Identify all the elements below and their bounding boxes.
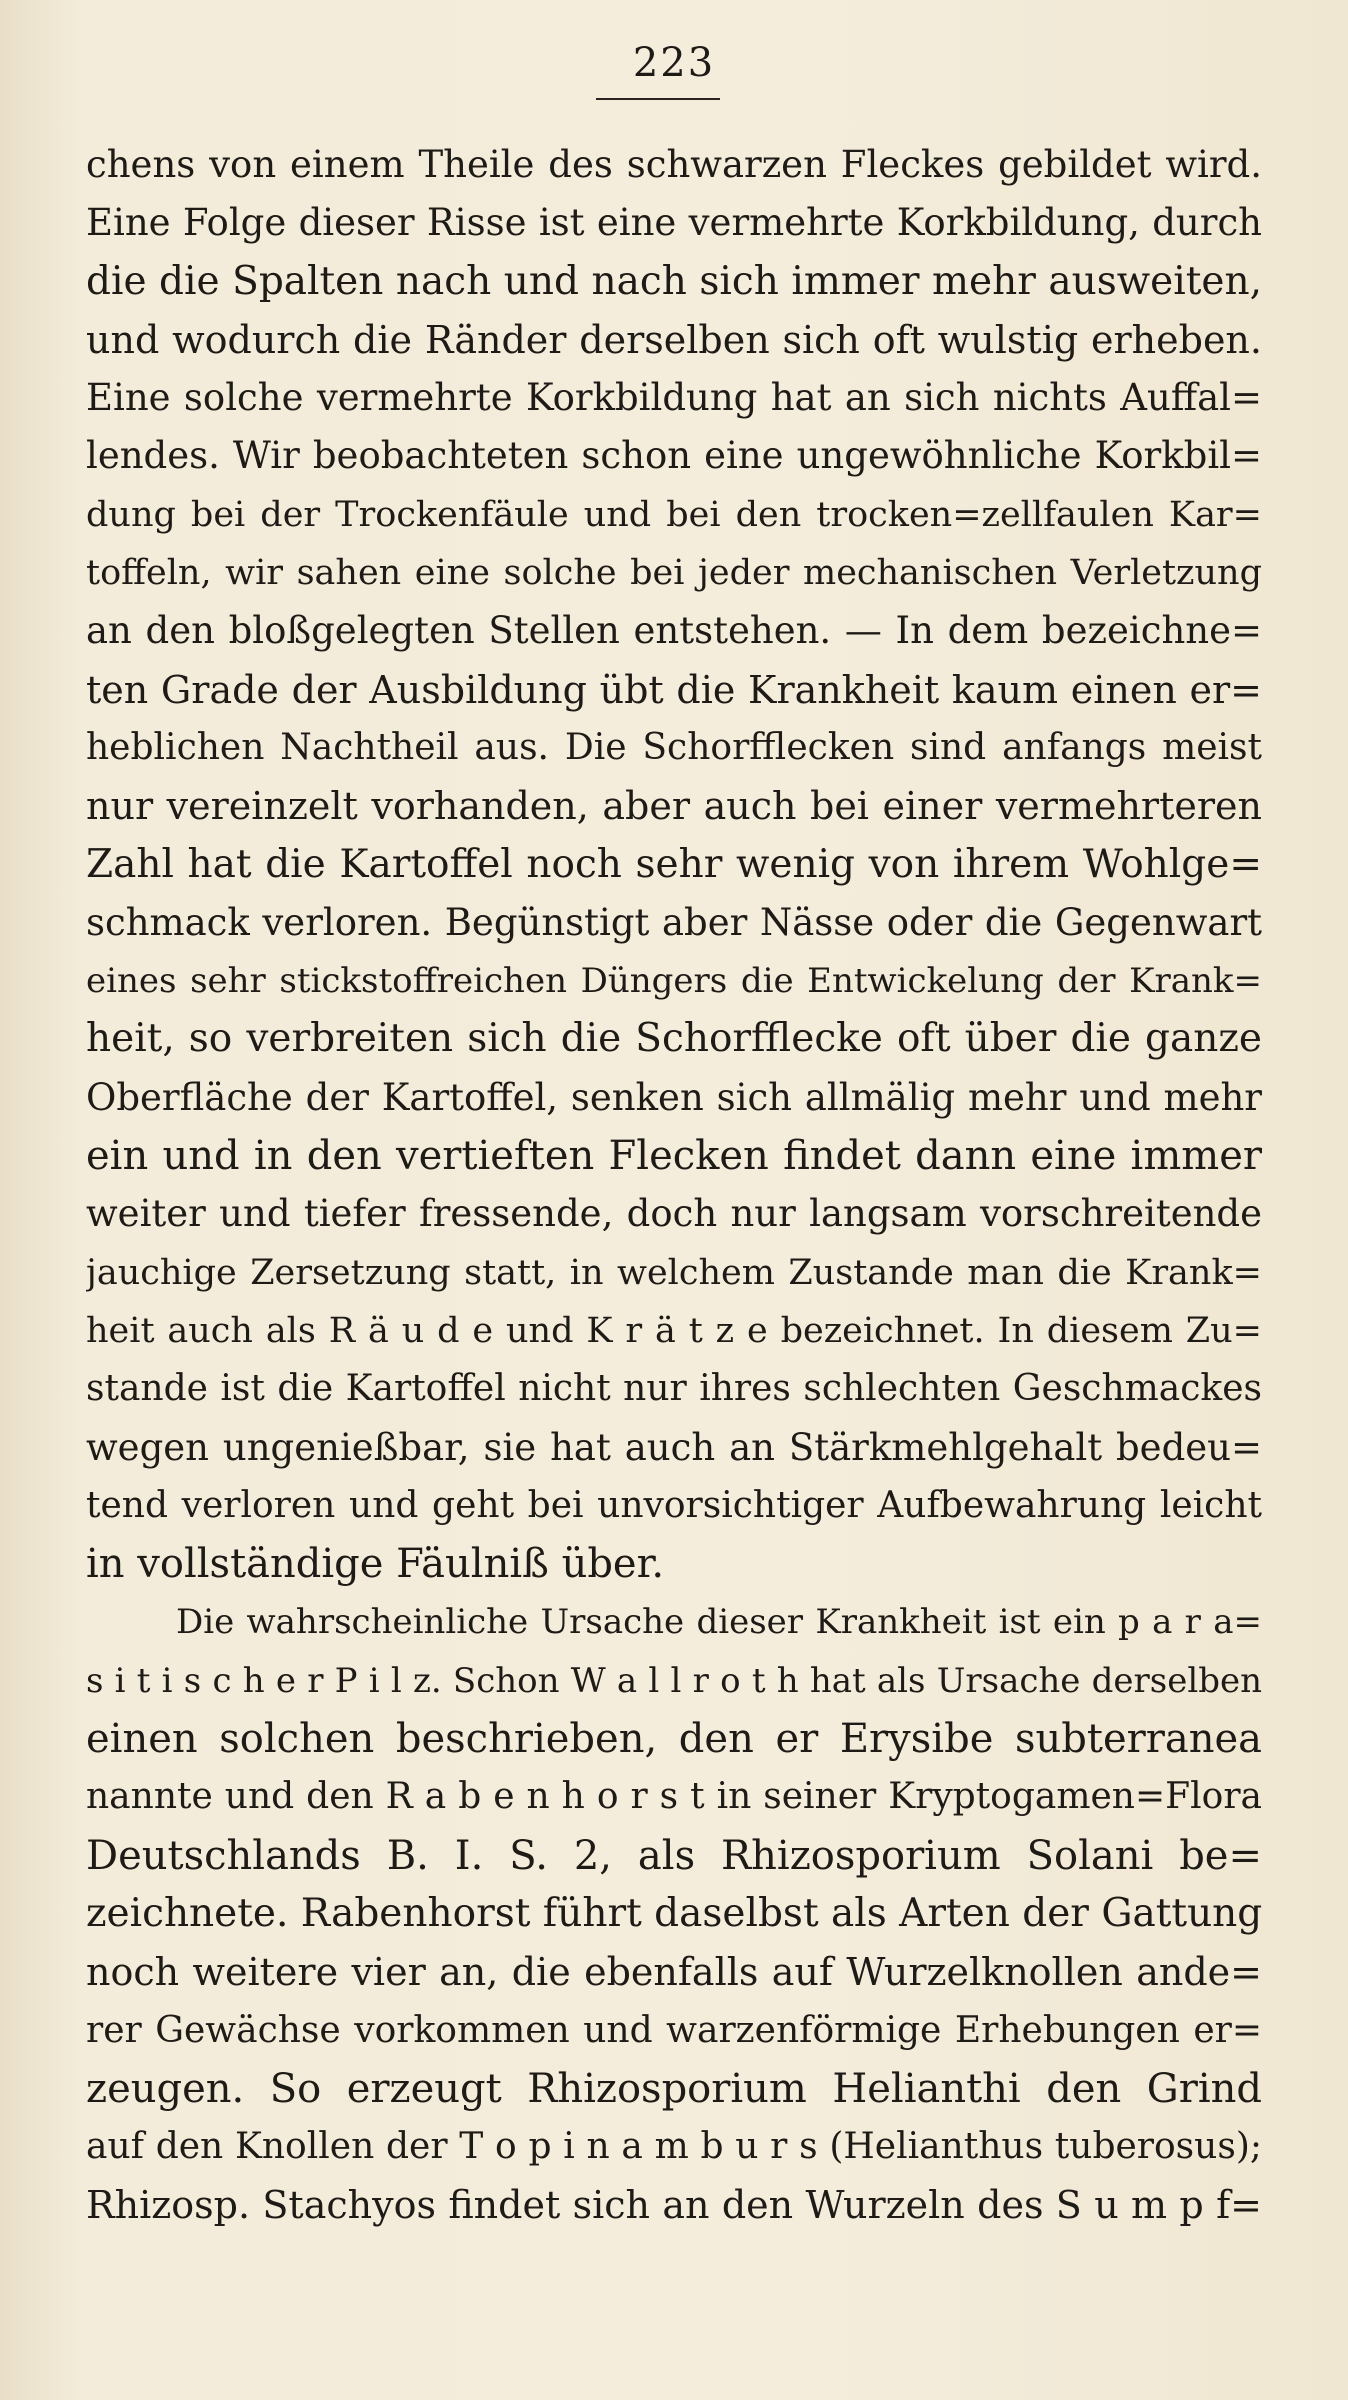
text-line: die die Spalten nach und nach sich immer mehr ausweiten, xyxy=(86,258,1262,304)
text-line: lendes. Wir beobachteten schon eine ungewöhnliche Korkbil= xyxy=(86,434,1262,478)
text-line: Deutschlands B. I. S. 2, als Rhizosporium Solani be= xyxy=(86,1832,1262,1879)
text-line: ten Grade der Ausbildung übt die Krankheit kaum einen er= xyxy=(86,667,1262,712)
text-line: zeichnete. Rabenhorst führt daselbst als Arten der Gattung xyxy=(86,1890,1262,1936)
text-line: ein und in den vertieften Flecken findet dann eine immer xyxy=(86,1133,1262,1180)
page-number-rule xyxy=(596,98,720,100)
text-line: heit, so verbreiten sich die Schorfflecke oft über die ganze xyxy=(86,1016,1262,1062)
text-line: weiter und tiefer fressende, doch nur langsam vorschreitende xyxy=(86,1192,1262,1236)
text-line: wegen ungenießbar, sie hat auch an Stärkmehlgehalt bedeu= xyxy=(86,1425,1262,1469)
text-line: stande ist die Kartoffel nicht nur ihres schlechten Geschmackes xyxy=(86,1368,1262,1410)
text-line: auf den Knollen der T o p i n a m b u r s (Helianthus tuberosus); xyxy=(86,2126,1262,2168)
text-line: dung bei der Trockenfäule und bei den trocken=zellfaulen Kar= xyxy=(86,494,1262,535)
text-line: Eine solche vermehrte Korkbildung hat an sich nichts Auffal= xyxy=(86,376,1262,420)
text-line: heblichen Nachtheil aus. Die Schorfflecken sind anfangs meist xyxy=(86,726,1262,768)
text-line: s i t i s c h e r P i l z. Schon W a l l r o t h hat als Ursache derselben xyxy=(86,1660,1262,1701)
text-line-paragraph-end: in vollständige Fäulniß über. xyxy=(86,1541,665,1588)
text-line: rer Gewächse vorkommen und warzenförmige Erhebungen er= xyxy=(86,2009,1262,2051)
text-line: toffeln, wir sahen eine solche bei jeder mechanischen Verletzung xyxy=(86,553,1262,594)
text-line: chens von einem Theile des schwarzen Fleckes gebildet wird. xyxy=(86,143,1262,186)
text-line: Oberfläche der Kartoffel, senken sich allmälig mehr und mehr xyxy=(86,1075,1262,1119)
page-number: 223 xyxy=(632,40,716,86)
text-line: nur vereinzelt vorhanden, aber auch bei einer vermehrteren xyxy=(86,784,1262,829)
text-line: einen solchen beschrieben, den er Erysibe subterranea xyxy=(86,1716,1262,1763)
body-text xyxy=(86,136,1262,2235)
text-line: jauchige Zersetzung statt, in welchem Zustande man die Krank= xyxy=(86,1252,1262,1293)
text-line: heit auch als R ä u d e und K r ä t z e bezeichnet. In diesem Zu= xyxy=(86,1310,1262,1351)
text-line: Rhizosp. Stachyos findet sich an den Wurzeln des S u m p f= xyxy=(86,2183,1262,2228)
text-line: zeugen. So erzeugt Rhizosporium Helianthi den Grind xyxy=(86,2065,1262,2112)
text-line: tend verloren und geht bei unvorsichtiger Aufbewahrung leicht xyxy=(86,1484,1262,1526)
text-line: eines sehr stickstoffreichen Düngers die Entwickelung der Krank= xyxy=(86,961,1262,1002)
text-line: schmack verloren. Begünstigt aber Nässe oder die Gegenwart xyxy=(86,900,1262,944)
text-line: und wodurch die Ränder derselben sich oft wulstig erheben. xyxy=(86,317,1262,362)
text-line-paragraph-start: Die wahrscheinliche Ursache dieser Krankheit ist ein p a r a= xyxy=(176,1602,1262,1643)
text-line: nannte und den R a b e n h o r s t in seiner Kryptogamen=Flora xyxy=(86,1776,1262,1818)
text-line: Eine Folge dieser Risse ist eine vermehrte Korkbildung, durch xyxy=(86,201,1262,245)
text-line: an den bloßgelegten Stellen entstehen. — In dem bezeichne= xyxy=(86,609,1262,653)
text-line: Zahl hat die Kartoffel noch sehr wenig von ihrem Wohlge= xyxy=(86,841,1262,887)
text-line: noch weitere vier an, die ebenfalls auf Wurzelknollen ande= xyxy=(86,1950,1262,1995)
